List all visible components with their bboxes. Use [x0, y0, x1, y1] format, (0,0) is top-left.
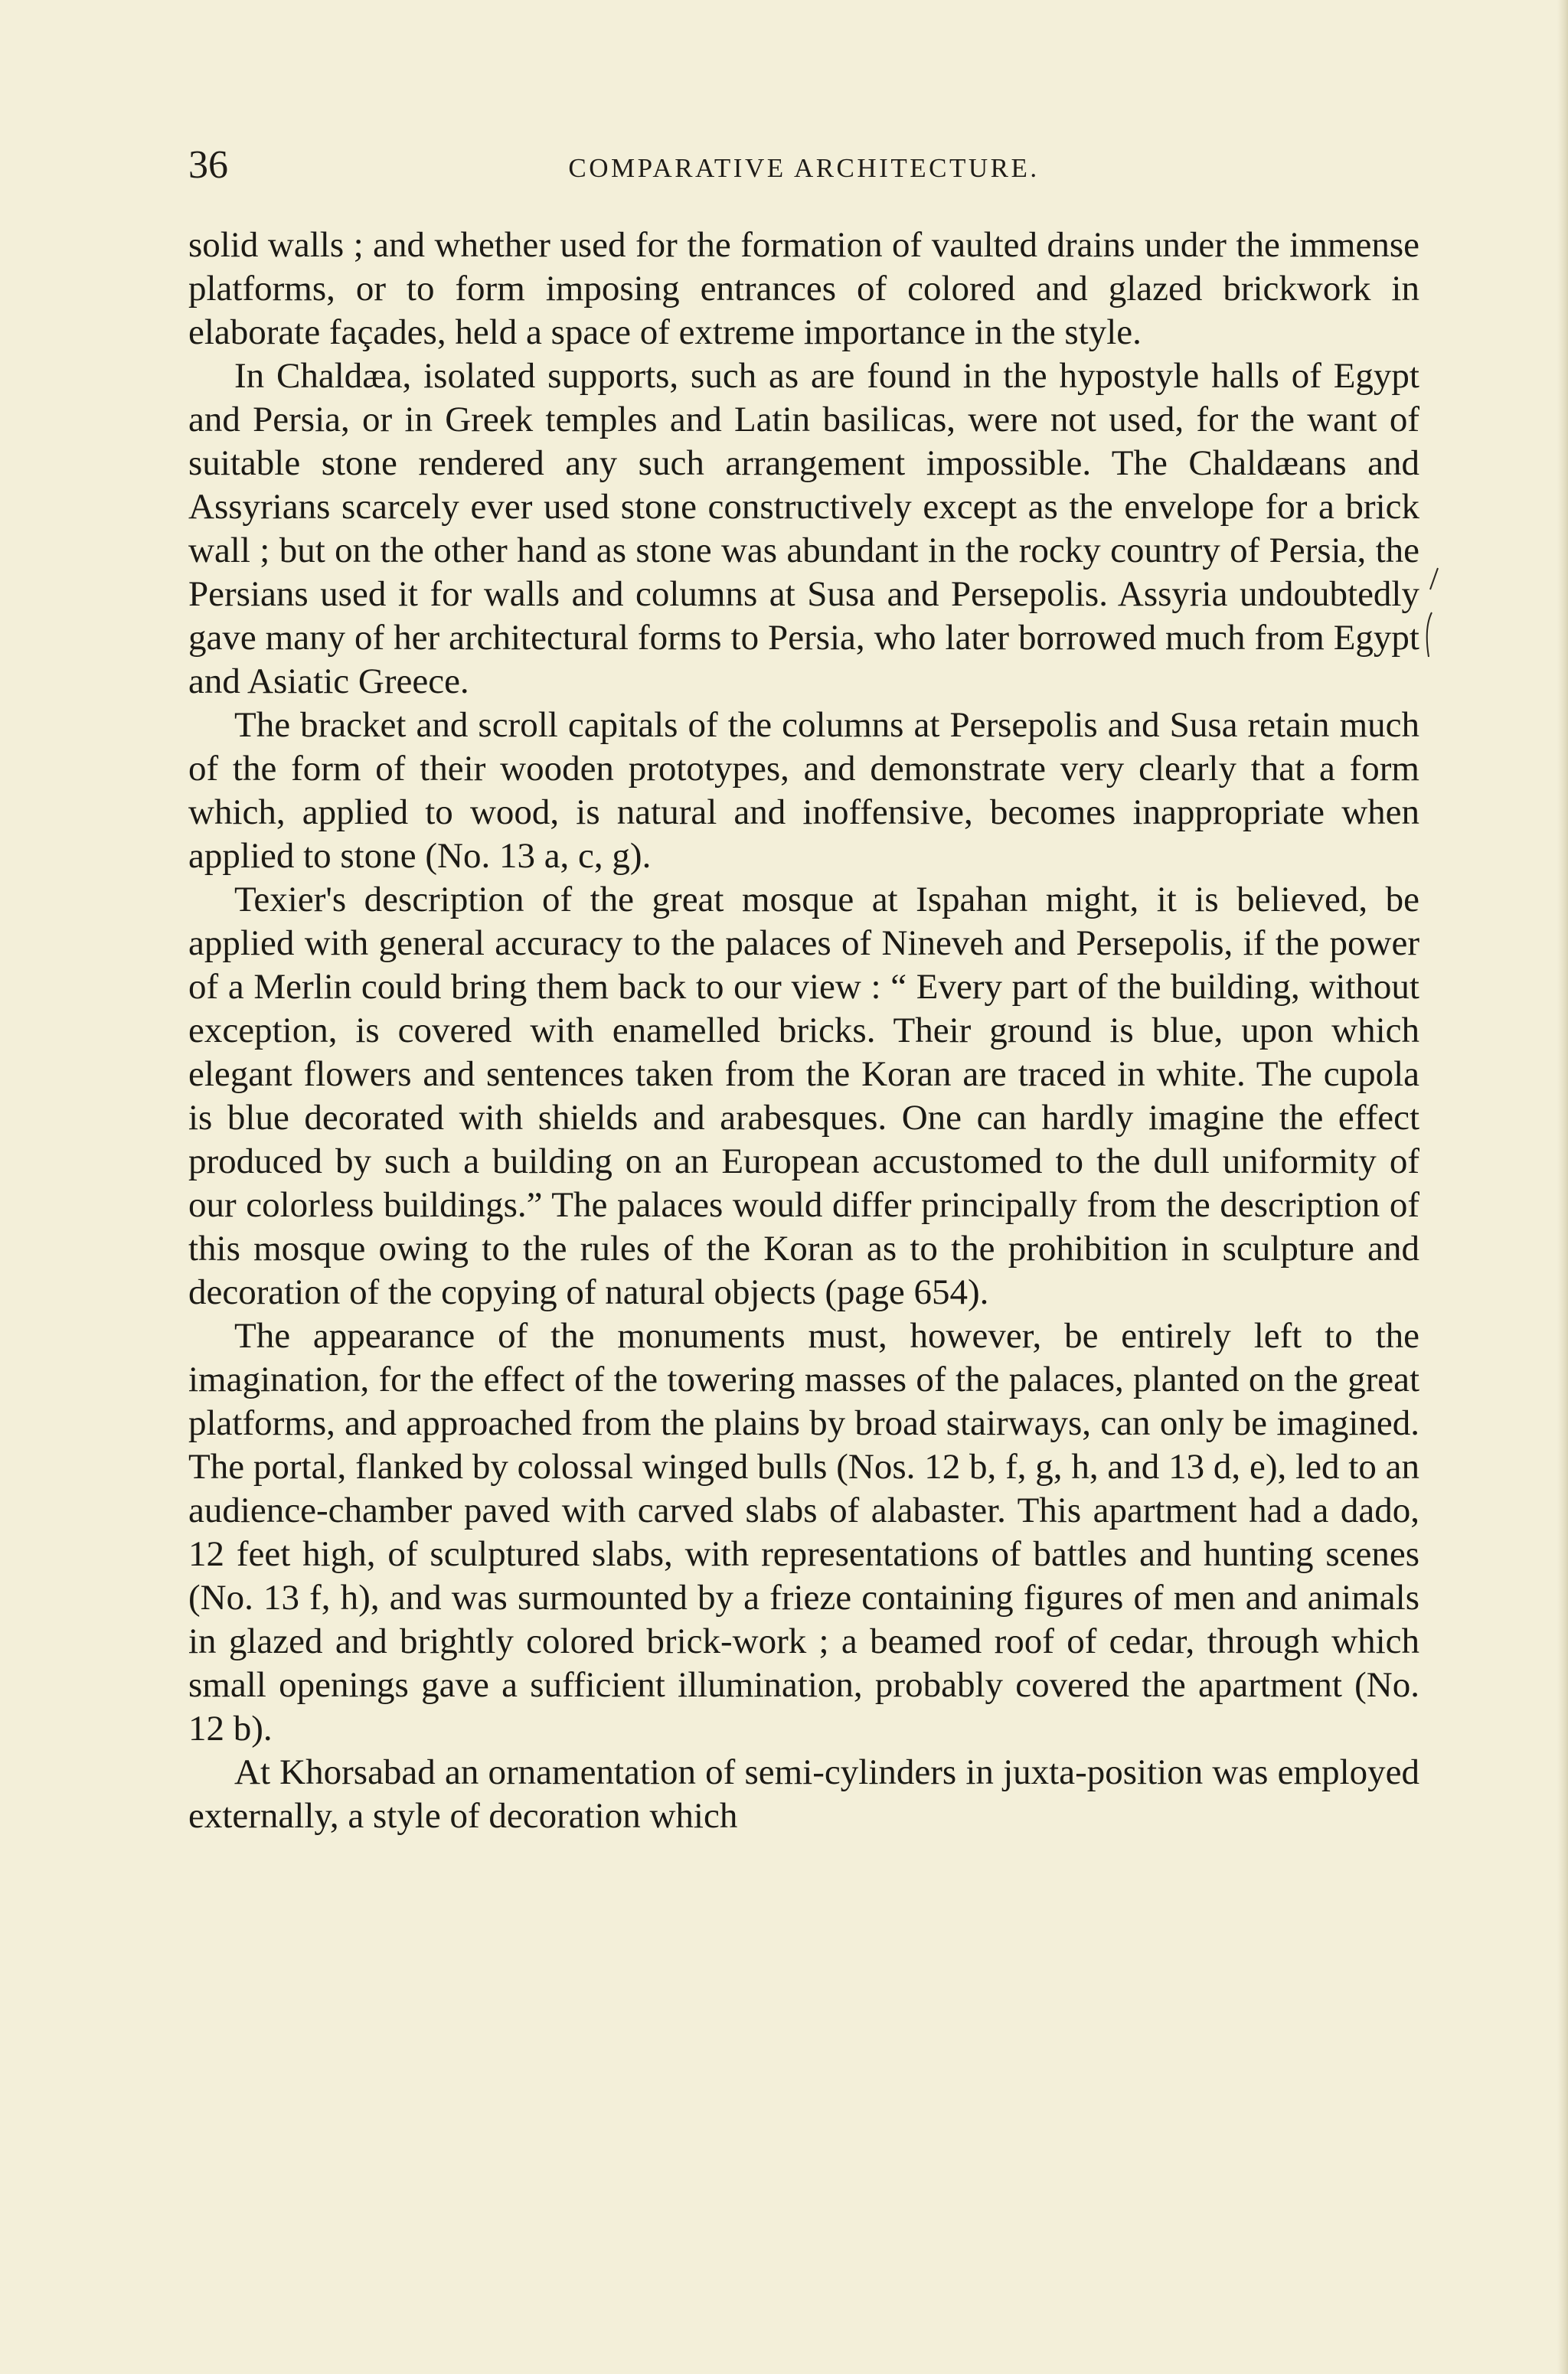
body-text — [188, 224, 1419, 2260]
paragraph-3: The bracket and scroll capitals of the columns at Persepolis and Susa retain much of the form of their wooden prototypes, and demonstrate very clearly that a form which, applied to wood, is natural and inoffensive, becomes inappropriate when applied to stone (No. 13 a, c, g). — [188, 705, 1419, 876]
running-title: COMPARATIVE ARCHITECTURE. — [568, 153, 1040, 183]
paragraph-1: solid walls ; and whether used for the formation of vaulted drains under the immense platforms, or to form imposing entrances of colored and glazed brickwork in elaborate façades, held a space of extreme importance in the style. — [188, 225, 1419, 352]
running-head — [188, 136, 1419, 198]
paragraph-5: The appearance of the monuments must, however, be entirely left to the imagination, for the effect of the towering masses of the palaces, planted on the great platforms, and approached from the plains by broad stairways, can only be imagined. The portal, flanked by colossal winged bulls (Nos. 12 b, f, g, h, and 13 d, e), led to an audience-chamber paved with carved slabs of alabaster. This apartment had a dado, 12 feet high, of sculptured slabs, with representations of battles and hunting scenes (No. 13 f, h), and was surmounted by a frieze containing figures of men and animals in glazed and brightly colored brick-work ; a beamed roof of cedar, through which small openings gave a sufficient illumination, probably covered the apartment (No. 12 b). — [188, 1316, 1419, 1749]
page-number: 36 — [188, 143, 228, 187]
margin-pencil-mark-icon — [1421, 567, 1441, 658]
paragraph-4: Texier's description of the great mosque at Ispahan might, it is believed, be applied with general accuracy to the palaces of Nineveh and Persepolis, if the power of a Merlin could bring them back to our view : “ Every part of the building, without exception, is covered with enamelled bricks. Their ground is blue, upon which elegant flowers and sentences taken from the Koran are traced in white. The cupola is blue decorated with shields and arabesques. One can hardly imagine the effect produced by such a building on an European accustomed to the dull uniformity of our colorless buildings.” The palaces would differ principally from the description of this mosque owing to the rules of the Koran as to the prohibition in sculpture and decoration of the copying of natural objects (page 654). — [188, 880, 1419, 1312]
page-edge-shadow — [1557, 0, 1568, 2374]
paragraph-2: In Chaldæa, isolated supports, such as are found in the hypostyle halls of Egypt and Persia, or in Greek temples and Latin basilicas, were not used, for the want of suitable stone rendered any such arrangement impossible. The Chaldæans and Assyrians scarcely ever used stone constructively except as the envelope for a brick wall ; but on the other hand as stone was abundant in the rocky country of Persia, the Persians used it for walls and columns at Susa and Persepolis. Assyria undoubtedly gave many of her architectural forms to Persia, who later borrowed much from Egypt and Asiatic Greece. — [188, 356, 1419, 701]
paragraph-6: At Khorsabad an ornamentation of semi-cylinders in juxta-position was employed externally, a style of decoration which — [188, 1752, 1419, 1836]
